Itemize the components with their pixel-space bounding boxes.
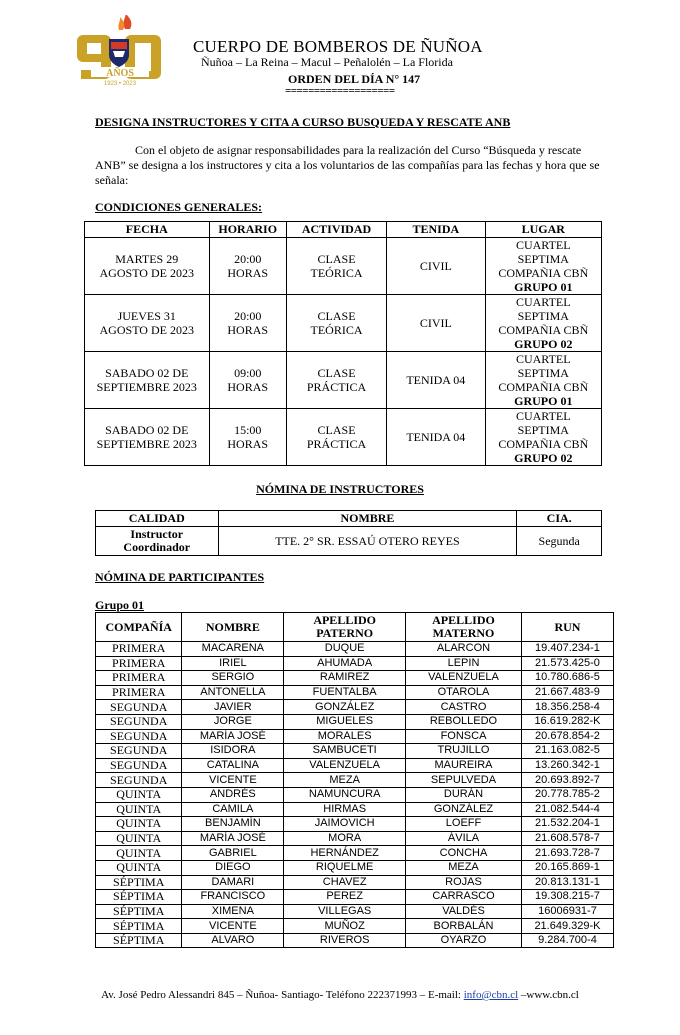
grupo-label: GRUPO 02	[514, 451, 573, 465]
lugar-cell-line: SEPTIMA	[517, 252, 569, 266]
fecha-cell-line: AGOSTO DE 2023	[99, 266, 194, 280]
run-cell: 21.649.329-K	[521, 919, 613, 934]
participant-row	[96, 817, 614, 832]
tenida-cell-text: TENIDA 04	[406, 373, 466, 387]
col-lugar: LUGAR	[485, 222, 601, 238]
schedule-table	[84, 221, 602, 466]
grupo-label: GRUPO 01	[514, 394, 573, 408]
participant-row	[96, 685, 614, 700]
compania-cell: SÉPTIMA	[96, 919, 182, 934]
apellido-paterno-cell: RIVEROS	[284, 933, 406, 948]
nombre-cell: ANDRÉS	[182, 787, 284, 802]
actividad-cell	[286, 409, 386, 466]
apellido-materno-label: APELLIDO MATERNO	[432, 613, 495, 640]
participants-header-row	[96, 613, 614, 642]
tenida-cell-text: TENIDA 04	[406, 430, 466, 444]
apellido-materno-cell: CASTRO	[406, 700, 522, 715]
conditions-heading: CONDICIONES GENERALES:	[95, 200, 263, 214]
run-cell: 21.693.728-7	[521, 846, 613, 861]
tenida-cell-text: CIVIL	[419, 259, 452, 273]
fecha-cell	[85, 295, 210, 352]
apellido-materno-cell: GONZÁLEZ	[406, 802, 522, 817]
apellido-paterno-label: APELLIDO PATERNO	[313, 613, 376, 640]
schedule-row	[85, 409, 602, 466]
nombre-cell: XIMENA	[182, 904, 284, 919]
nombre-cell: FRANCISCO	[182, 890, 284, 905]
actividad-cell	[286, 295, 386, 352]
schedule-row	[85, 238, 602, 295]
compania-cell: SÉPTIMA	[96, 904, 182, 919]
participant-row	[96, 714, 614, 729]
col-compania: COMPAÑÍA	[96, 613, 182, 642]
schedule-header-row	[85, 222, 602, 238]
participant-row	[96, 700, 614, 715]
footer-email-link[interactable]: info@cbn.cl	[463, 989, 519, 1001]
apellido-materno-cell: ALARCON	[406, 642, 522, 657]
horario-cell-line: HORAS	[227, 437, 269, 451]
participant-row	[96, 773, 614, 788]
actividad-cell-line: TEÓRICA	[310, 266, 363, 280]
run-cell: 21.573.425-0	[521, 656, 613, 671]
fecha-cell-line: AGOSTO DE 2023	[99, 323, 194, 337]
horario-cell-line: HORAS	[227, 266, 269, 280]
footer-address: Av. José Pedro Alessandri 845 – Ñuñoa- Santiago- Teléfono 222371993 – E-mail:	[101, 989, 464, 1001]
apellido-paterno-cell: VILLEGAS	[284, 904, 406, 919]
lugar-cell-line: COMPAÑIA CBÑ	[498, 380, 589, 394]
actividad-cell-line: CLASE	[317, 423, 356, 437]
intro-paragraph	[95, 143, 605, 188]
apellido-materno-cell: FONSCA	[406, 729, 522, 744]
participants-heading: NÓMINA DE PARTICIPANTES	[95, 570, 265, 584]
apellido-paterno-cell: RAMIREZ	[284, 671, 406, 686]
nombre-cell: VICENTE	[182, 919, 284, 934]
horario-cell-line: 15:00	[234, 423, 262, 437]
col-nombre-part: NOMBRE	[182, 613, 284, 642]
apellido-materno-cell: VALDÉS	[406, 904, 522, 919]
fecha-cell	[85, 238, 210, 295]
instructors-table	[95, 510, 602, 556]
apellido-materno-cell: BORBALÁN	[406, 919, 522, 934]
lugar-cell-line: CUARTEL	[515, 352, 571, 366]
participant-row	[96, 831, 614, 846]
intro-text: Con el objeto de asignar responsabilidades para la realización del Curso “Búsqueda y rescate ANB” se designa a los instructores y cita a los voluntarios de las compañías para las fechas y hora que se señala:	[95, 143, 600, 187]
apellido-paterno-cell: CHAVEZ	[284, 875, 406, 890]
nombre-cell: ANTONELLA	[182, 685, 284, 700]
actividad-cell-line: CLASE	[317, 366, 356, 380]
actividad-cell-line: CLASE	[317, 309, 356, 323]
run-cell: 16.619.282-K	[521, 714, 613, 729]
participant-row	[96, 671, 614, 686]
apellido-paterno-cell: HIRMAS	[284, 802, 406, 817]
instructor-cia-cell: Segunda	[517, 527, 602, 556]
nombre-cell: IRIEL	[182, 656, 284, 671]
apellido-paterno-cell: SAMBUCETI	[284, 744, 406, 759]
grupo-label: GRUPO 01	[514, 280, 573, 294]
fecha-cell-line: MARTES 29	[115, 252, 179, 266]
compania-cell: SÉPTIMA	[96, 875, 182, 890]
lugar-cell-line: CUARTEL	[515, 409, 571, 423]
fecha-cell-line: JUEVES 31	[117, 309, 176, 323]
lugar-cell-line: SEPTIMA	[517, 423, 569, 437]
run-cell: 9.284.700-4	[521, 933, 613, 948]
lugar-cell	[485, 295, 601, 352]
nombre-cell: JAVIER	[182, 700, 284, 715]
participant-row	[96, 802, 614, 817]
run-cell: 10.780.686-5	[521, 671, 613, 686]
org-title: CUERPO DE BOMBEROS DE ÑUÑOA	[193, 37, 483, 56]
instructors-header-row	[96, 511, 602, 527]
fecha-cell-line: SEPTIEMBRE 2023	[96, 437, 197, 451]
nombre-cell: DAMARI	[182, 875, 284, 890]
lugar-cell	[485, 238, 601, 295]
run-cell: 21.532.204-1	[521, 817, 613, 832]
lugar-cell-line: COMPAÑIA CBÑ	[498, 323, 589, 337]
nombre-cell: MACARENA	[182, 642, 284, 657]
apellido-paterno-cell: VALENZUELA	[284, 758, 406, 773]
compania-cell: SEGUNDA	[96, 700, 182, 715]
participant-row	[96, 729, 614, 744]
apellido-materno-cell: CARRASCO	[406, 890, 522, 905]
apellido-materno-cell: LOEFF	[406, 817, 522, 832]
nombre-cell: DIEGO	[182, 860, 284, 875]
apellido-materno-cell: MEZA	[406, 860, 522, 875]
compania-cell: PRIMERA	[96, 671, 182, 686]
footer-web: –www.cbn.cl	[518, 989, 579, 1001]
run-cell: 20.813.131-1	[521, 875, 613, 890]
run-cell: 21.608.578-7	[521, 831, 613, 846]
instructors-heading: NÓMINA DE INSTRUCTORES	[256, 482, 424, 496]
apellido-paterno-cell: FUENTALBA	[284, 685, 406, 700]
participant-row	[96, 890, 614, 905]
run-cell: 20.678.854-2	[521, 729, 613, 744]
apellido-paterno-cell: HERNÁNDEZ	[284, 846, 406, 861]
fecha-cell	[85, 352, 210, 409]
lugar-cell-line: COMPAÑIA CBÑ	[498, 266, 589, 280]
col-tenida: TENIDA	[387, 222, 485, 238]
compania-cell: PRIMERA	[96, 656, 182, 671]
schedule-row	[85, 352, 602, 409]
compania-cell: QUINTA	[96, 846, 182, 861]
tenida-cell	[387, 238, 485, 295]
run-cell: 16006931-7	[521, 904, 613, 919]
apellido-materno-cell: OYARZO	[406, 933, 522, 948]
run-cell: 19.308.215-7	[521, 890, 613, 905]
col-cia: CIA.	[517, 511, 602, 527]
compania-cell: QUINTA	[96, 802, 182, 817]
lugar-cell	[485, 409, 601, 466]
fecha-cell-line: SABADO 02 DE	[105, 423, 189, 437]
calidad-line: Coordinador	[123, 540, 191, 554]
compania-cell: SEGUNDA	[96, 773, 182, 788]
lugar-cell-line: SEPTIMA	[517, 366, 569, 380]
run-cell: 13.260.342-1	[521, 758, 613, 773]
horario-cell	[209, 295, 286, 352]
apellido-paterno-cell: MUÑOZ	[284, 919, 406, 934]
participant-row	[96, 904, 614, 919]
horario-cell	[209, 238, 286, 295]
col-apellido-paterno	[284, 613, 406, 642]
compania-cell: PRIMERA	[96, 642, 182, 657]
horario-cell-line: HORAS	[227, 323, 269, 337]
lugar-cell	[485, 352, 601, 409]
lugar-cell-line: COMPAÑIA CBÑ	[498, 437, 589, 451]
participant-row	[96, 860, 614, 875]
compania-cell: SEGUNDA	[96, 744, 182, 759]
lugar-cell-line: CUARTEL	[515, 238, 571, 252]
horario-cell	[209, 409, 286, 466]
fecha-cell-line: SABADO 02 DE	[105, 366, 189, 380]
nombre-cell: BENJAMÍN	[182, 817, 284, 832]
actividad-cell-line: PRÁCTICA	[306, 380, 367, 394]
run-cell: 20.165.869-1	[521, 860, 613, 875]
actividad-cell	[286, 352, 386, 409]
tenida-cell	[387, 295, 485, 352]
apellido-paterno-cell: RIQUELME	[284, 860, 406, 875]
horario-cell-line: 09:00	[234, 366, 262, 380]
apellido-paterno-cell: MORA	[284, 831, 406, 846]
apellido-paterno-cell: JAIMOVICH	[284, 817, 406, 832]
nombre-cell: ALVARO	[182, 933, 284, 948]
compania-cell: SEGUNDA	[96, 758, 182, 773]
run-cell: 20.778.785-2	[521, 787, 613, 802]
nombre-cell: VICENTE	[182, 773, 284, 788]
participant-row	[96, 919, 614, 934]
horario-cell	[209, 352, 286, 409]
nombre-cell: SERGIO	[182, 671, 284, 686]
participant-row	[96, 642, 614, 657]
actividad-cell-line: CLASE	[317, 252, 356, 266]
logo-years: 1923 • 2023	[103, 81, 137, 87]
participant-row	[96, 787, 614, 802]
compania-cell: QUINTA	[96, 787, 182, 802]
compania-cell: QUINTA	[96, 860, 182, 875]
col-horario: HORARIO	[209, 222, 286, 238]
run-cell: 19.407.234-1	[521, 642, 613, 657]
col-apellido-materno	[406, 613, 522, 642]
participant-row	[96, 744, 614, 759]
apellido-paterno-cell: AHUMADA	[284, 656, 406, 671]
apellido-materno-cell: TRUJILLO	[406, 744, 522, 759]
fecha-cell-line: SEPTIEMBRE 2023	[96, 380, 197, 394]
run-cell: 21.667.483-9	[521, 685, 613, 700]
apellido-paterno-cell: NAMUNCURA	[284, 787, 406, 802]
fecha-cell	[85, 409, 210, 466]
schedule-row	[85, 295, 602, 352]
col-nombre: NOMBRE	[218, 511, 517, 527]
horario-cell-line: HORAS	[227, 380, 269, 394]
run-cell: 20.693.892-7	[521, 773, 613, 788]
compania-cell: SEGUNDA	[96, 714, 182, 729]
apellido-materno-cell: SEPULVEDA	[406, 773, 522, 788]
col-run: RUN	[521, 613, 613, 642]
header-rule: ===================	[285, 85, 395, 97]
apellido-materno-cell: DURÁN	[406, 787, 522, 802]
grupo-label: GRUPO 02	[514, 337, 573, 351]
nombre-cell: CATALINA	[182, 758, 284, 773]
apellido-materno-cell: ÁVILA	[406, 831, 522, 846]
apellido-paterno-cell: GONZÁLEZ	[284, 700, 406, 715]
apellido-materno-cell: LEPIN	[406, 656, 522, 671]
run-cell: 21.082.544-4	[521, 802, 613, 817]
apellido-materno-cell: MAUREIRA	[406, 758, 522, 773]
org-subtitle: Ñuñoa – La Reina – Macul – Peñalolén – La Florida	[201, 55, 453, 69]
lugar-cell-line: CUARTEL	[515, 295, 571, 309]
tenida-cell	[387, 352, 485, 409]
apellido-materno-cell: CONCHA	[406, 846, 522, 861]
instructor-row	[96, 527, 602, 556]
participant-row	[96, 846, 614, 861]
nombre-cell: CAMILA	[182, 802, 284, 817]
participant-row	[96, 875, 614, 890]
footer	[0, 989, 680, 1001]
lugar-cell-line: SEPTIMA	[517, 309, 569, 323]
calidad-line: Instructor	[130, 527, 184, 541]
compania-cell: SÉPTIMA	[96, 933, 182, 948]
run-cell: 18.356.258-4	[521, 700, 613, 715]
apellido-materno-cell: REBOLLEDO	[406, 714, 522, 729]
apellido-paterno-cell: MIGUELES	[284, 714, 406, 729]
actividad-cell-line: TEÓRICA	[310, 323, 363, 337]
apellido-paterno-cell: PEREZ	[284, 890, 406, 905]
nombre-cell: ISIDORA	[182, 744, 284, 759]
col-fecha: FECHA	[85, 222, 210, 238]
compania-cell: SEGUNDA	[96, 729, 182, 744]
compania-cell: PRIMERA	[96, 685, 182, 700]
col-actividad: ACTIVIDAD	[286, 222, 386, 238]
nombre-cell: JORGE	[182, 714, 284, 729]
order-number: ORDEN DEL DÍA N° 147	[288, 72, 421, 86]
compania-cell: QUINTA	[96, 817, 182, 832]
apellido-materno-cell: OTAROLA	[406, 685, 522, 700]
participant-row	[96, 933, 614, 948]
group-label: Grupo 01	[95, 598, 145, 612]
run-cell: 21.163.082-5	[521, 744, 613, 759]
nombre-cell: MARÍA JOSÉ	[182, 831, 284, 846]
document-subject: DESIGNA INSTRUCTORES Y CITA A CURSO BUSQUEDA Y RESCATE ANB	[95, 115, 511, 129]
compania-cell: QUINTA	[96, 831, 182, 846]
participants-table	[95, 612, 614, 948]
apellido-materno-cell: VALENZUELA	[406, 671, 522, 686]
tenida-cell-text: CIVIL	[419, 316, 452, 330]
anniversary-logo	[73, 15, 165, 87]
nombre-cell: MARÍA JOSÉ	[182, 729, 284, 744]
compania-cell: SÉPTIMA	[96, 890, 182, 905]
horario-cell-line: 20:00	[234, 252, 262, 266]
apellido-paterno-cell: DUQUE	[284, 642, 406, 657]
apellido-paterno-cell: MORALES	[284, 729, 406, 744]
col-calidad: CALIDAD	[96, 511, 219, 527]
apellido-materno-cell: ROJAS	[406, 875, 522, 890]
actividad-cell	[286, 238, 386, 295]
actividad-cell-line: PRÁCTICA	[306, 437, 367, 451]
calidad-cell	[96, 527, 219, 556]
instructor-name-cell: TTE. 2° SR. ESSAÚ OTERO REYES	[218, 527, 517, 556]
participant-row	[96, 758, 614, 773]
apellido-paterno-cell: MEZA	[284, 773, 406, 788]
tenida-cell	[387, 409, 485, 466]
participant-row	[96, 656, 614, 671]
horario-cell-line: 20:00	[234, 309, 262, 323]
nombre-cell: GABRIEL	[182, 846, 284, 861]
logo-label: AÑOS	[106, 68, 134, 79]
